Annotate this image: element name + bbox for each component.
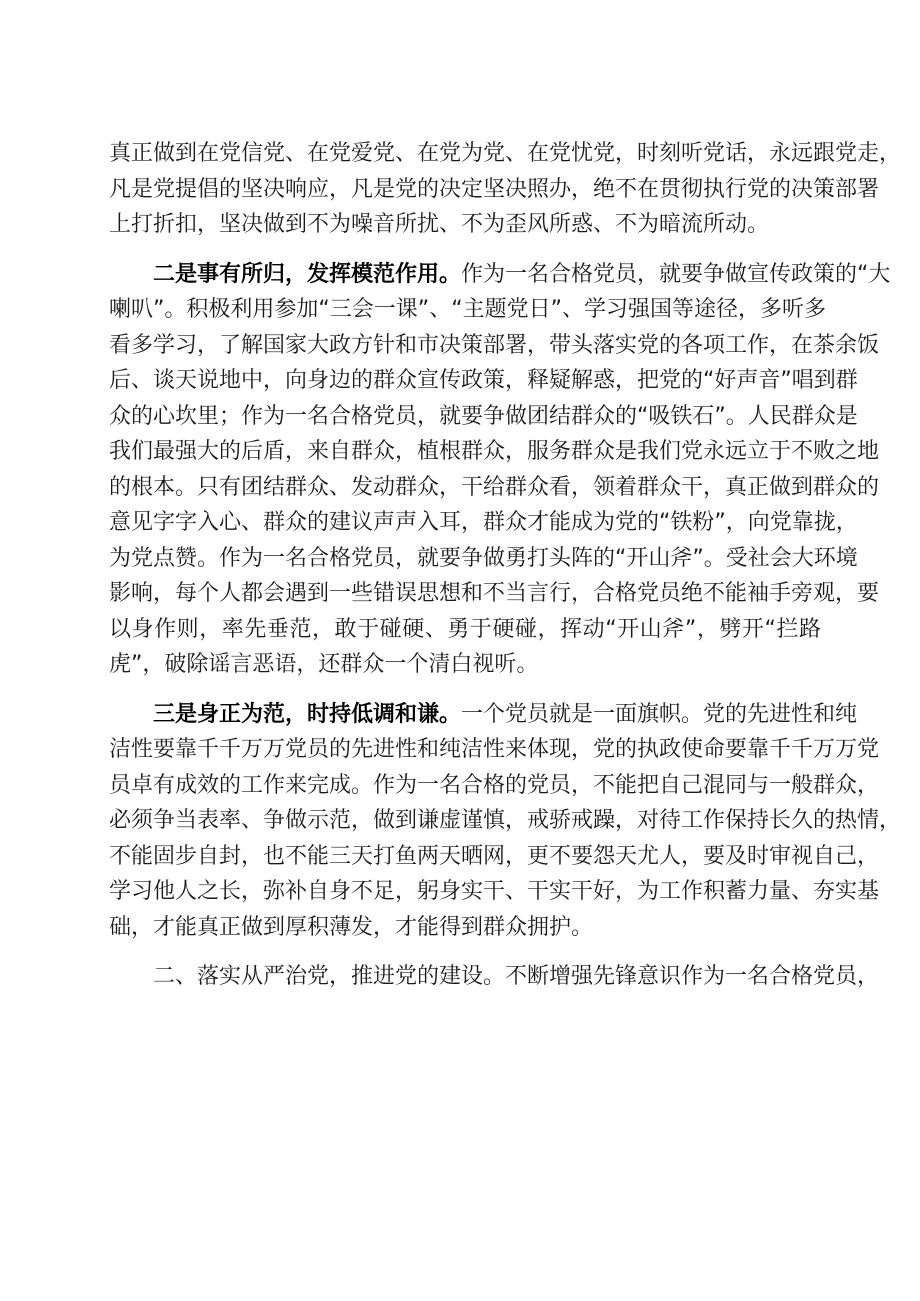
text-line: 意见字字入心、群众的建议声声入耳，群众才能成为党的“铁粉”，向党靠拢， [109,510,858,535]
text-line: 为党点赞。作为一名合格党员，就要争做勇打头阵的“开山斧”。受社会大环境 [109,545,858,571]
text-line: 喇叭”。积极利用参加“三会一课”、“主题党日”、学习强国等途径，多听多 [109,297,826,322]
text-span: 作为一名合格党员，就要争做宣传政策的“大 [461,261,891,287]
document-body [109,136,902,995]
text-line: 以身作则，率先垂范，敢于碰硬、勇于硬碰，挥动“开山斧”，劈开“拦路 [109,616,821,642]
text-line [109,697,858,733]
paragraph-3 [109,697,902,946]
text-line: 我们最强大的后盾，来自群众，植根群众，服务群众是我们党永远立于不败之地 [109,439,880,464]
text-line: 影响，每个人都会遇到一些错误思想和不当言行，合格党员绝不能袖手旁观，要 [109,581,880,606]
text-line: 不能固步自封，也不能三天打鱼两天晒网，更不要怨天尤人，要及时审视自己， [109,843,880,869]
text-line: 洁性要靠千千万万党员的先进性和纯洁性来体现，党的执政使命要靠千千万万党 [109,737,880,762]
text-line: 上打折扣，坚决做到不为噪音所扰、不为歪风所惑、不为暗流所动。 [109,212,770,237]
text-line: 众的心坎里；作为一名合格党员，就要争做团结群众的“吸铁石”。人民群众是 [109,403,858,429]
text-span: 一个党员就是一面旗帜。党的先进性和纯 [461,701,858,727]
paragraph-4 [109,959,880,995]
text-line: 础，才能真正做到厚积薄发，才能得到群众拥护。 [109,914,594,940]
text-line: 必须争当表率、争做示范，做到谦虚谨慎，戒骄戒躁，对待工作保持长久的热情， [109,808,902,833]
text-line [109,257,891,293]
text-line: 真正做到在党信党、在党爱党、在党为党、在党忧党，时刻听党话，永远跟党走， [109,141,902,166]
text-line: 的根本。只有团结群众、发动群众，干给群众看，领着群众干，真正做到群众的 [109,474,880,500]
text-line: 看多学习，了解国家大政方针和市决策部署，带头落实党的各项工作，在茶余饭 [109,332,880,358]
text-line: 后、谈天说地中，向身边的群众宣传政策，释疑解惑，把党的“好声音”唱到群 [109,368,858,393]
paragraph-heading: 二是事有所归，发挥模范作用。 [153,261,462,287]
text-line: 凡是党提倡的坚决响应，凡是党的决定坚决照办，绝不在贯彻执行党的决策部署 [109,176,880,202]
text-line: 员卓有成效的工作来完成。作为一名合格的党员，不能把自己混同与一般群众， [109,772,880,798]
text-line: 二、落实从严治党，推进党的建设。不断增强先锋意识作为一名合格党员， [153,964,880,989]
paragraph-2 [109,257,891,683]
paragraph-1 [109,136,902,243]
text-line: 虎”，破除谣言恶语，还群众一个清白视听。 [109,652,539,677]
text-line: 学习他人之长，弥补自身不足，躬身实干、干实干好，为工作积蓄力量、夯实基 [109,879,880,904]
paragraph-heading: 三是身正为范，时持低调和谦。 [153,701,462,727]
